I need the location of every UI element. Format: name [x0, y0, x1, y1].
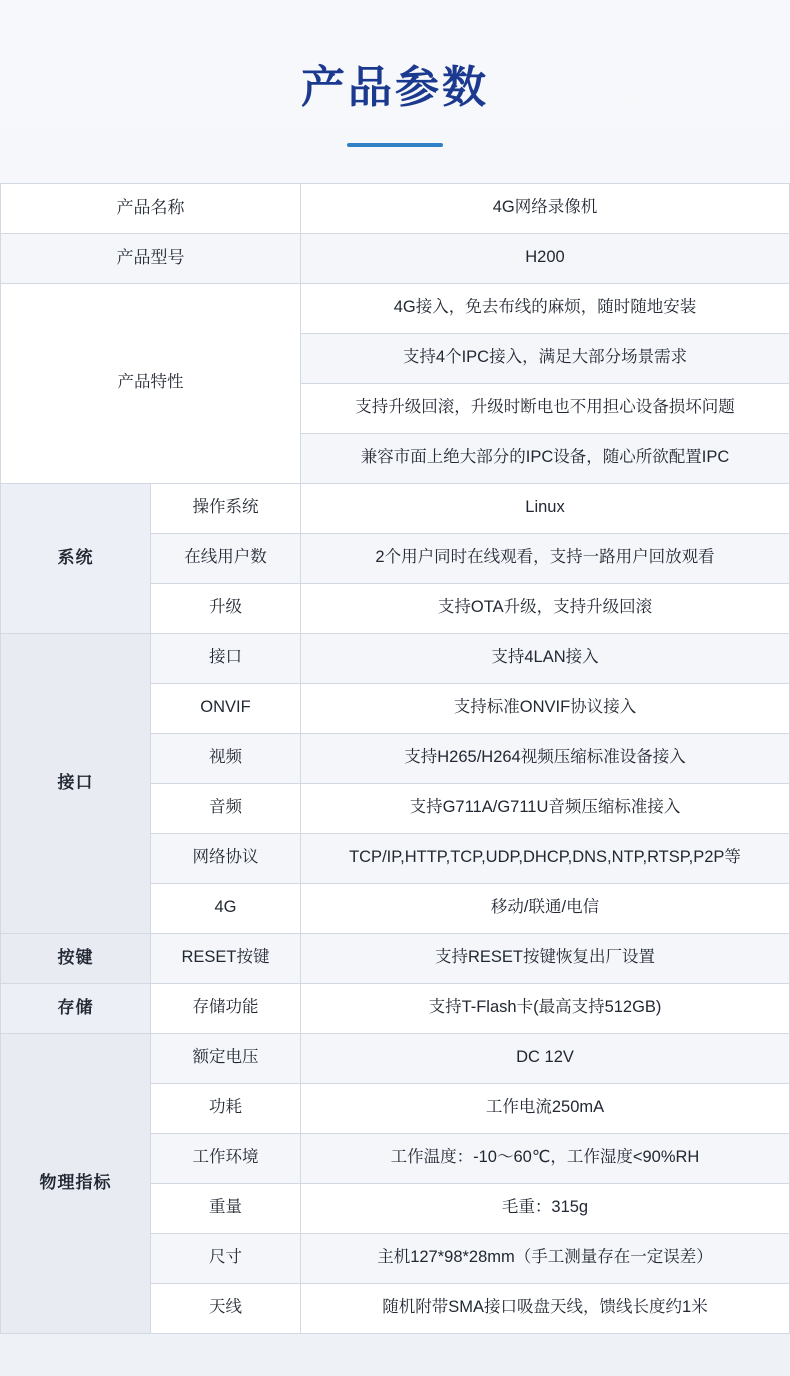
sub-value: 主机127*98*28mm（手工测量存在一定误差） — [301, 1233, 790, 1283]
sub-label: 4G — [151, 883, 301, 933]
title-underline — [347, 143, 443, 147]
page-title: 产品参数 — [301, 63, 489, 112]
table-row — [1, 183, 790, 233]
sub-label: 工作环境 — [151, 1133, 301, 1183]
sub-label: 视频 — [151, 733, 301, 783]
sub-value: DC 12V — [301, 1033, 790, 1083]
sub-label: 升级 — [151, 583, 301, 633]
sub-value: 支持G711A/G711U音频压缩标准接入 — [301, 783, 790, 833]
spec-table-body — [1, 183, 790, 1333]
product-model-label: 产品型号 — [1, 233, 301, 283]
product-name-value: 4G网络录像机 — [301, 183, 790, 233]
page-header — [0, 0, 790, 183]
sub-value: 2个用户同时在线观看，支持一路用户回放观看 — [301, 533, 790, 583]
sub-value: 随机附带SMA接口吸盘天线，馈线长度约1米 — [301, 1283, 790, 1333]
category-label: 存储 — [1, 983, 151, 1033]
sub-label: 接口 — [151, 633, 301, 683]
category-label: 物理指标 — [1, 1033, 151, 1333]
sub-label: 网络协议 — [151, 833, 301, 883]
sub-value: 毛重：315g — [301, 1183, 790, 1233]
table-row — [1, 1033, 790, 1083]
sub-value: TCP/IP,HTTP,TCP,UDP,DHCP,DNS,NTP,RTSP,P2P等 — [301, 833, 790, 883]
sub-value: 工作电流250mA — [301, 1083, 790, 1133]
table-row — [1, 483, 790, 533]
sub-label: 天线 — [151, 1283, 301, 1333]
sub-label: 额定电压 — [151, 1033, 301, 1083]
sub-value: 支持H265/H264视频压缩标准设备接入 — [301, 733, 790, 783]
sub-value: 工作温度：-10～60℃，工作湿度<90%RH — [301, 1133, 790, 1183]
feature-value: 支持4个IPC接入，满足大部分场景需求 — [301, 333, 790, 383]
sub-value: 移动/联通/电信 — [301, 883, 790, 933]
table-row — [1, 633, 790, 683]
table-row — [1, 283, 790, 333]
sub-label: 操作系统 — [151, 483, 301, 533]
table-row — [1, 983, 790, 1033]
sub-value: 支持4LAN接入 — [301, 633, 790, 683]
feature-value: 兼容市面上绝大部分的IPC设备，随心所欲配置IPC — [301, 433, 790, 483]
sub-label: 在线用户数 — [151, 533, 301, 583]
sub-value: Linux — [301, 483, 790, 533]
sub-label: ONVIF — [151, 683, 301, 733]
sub-label: 重量 — [151, 1183, 301, 1233]
product-name-label: 产品名称 — [1, 183, 301, 233]
sub-value: 支持RESET按键恢复出厂设置 — [301, 933, 790, 983]
table-row — [1, 233, 790, 283]
sub-value: 支持标准ONVIF协议接入 — [301, 683, 790, 733]
category-label: 接口 — [1, 633, 151, 933]
spec-table — [0, 183, 790, 1334]
category-label: 按键 — [1, 933, 151, 983]
sub-label: 存储功能 — [151, 983, 301, 1033]
product-model-value: H200 — [301, 233, 790, 283]
sub-label: 音频 — [151, 783, 301, 833]
feature-value: 4G接入，免去布线的麻烦，随时随地安装 — [301, 283, 790, 333]
sub-label: 尺寸 — [151, 1233, 301, 1283]
sub-value: 支持OTA升级，支持升级回滚 — [301, 583, 790, 633]
features-label: 产品特性 — [1, 283, 301, 483]
sub-label: RESET按键 — [151, 933, 301, 983]
table-row — [1, 933, 790, 983]
sub-label: 功耗 — [151, 1083, 301, 1133]
feature-value: 支持升级回滚，升级时断电也不用担心设备损坏问题 — [301, 383, 790, 433]
category-label: 系统 — [1, 483, 151, 633]
sub-value: 支持T-Flash卡(最高支持512GB) — [301, 983, 790, 1033]
